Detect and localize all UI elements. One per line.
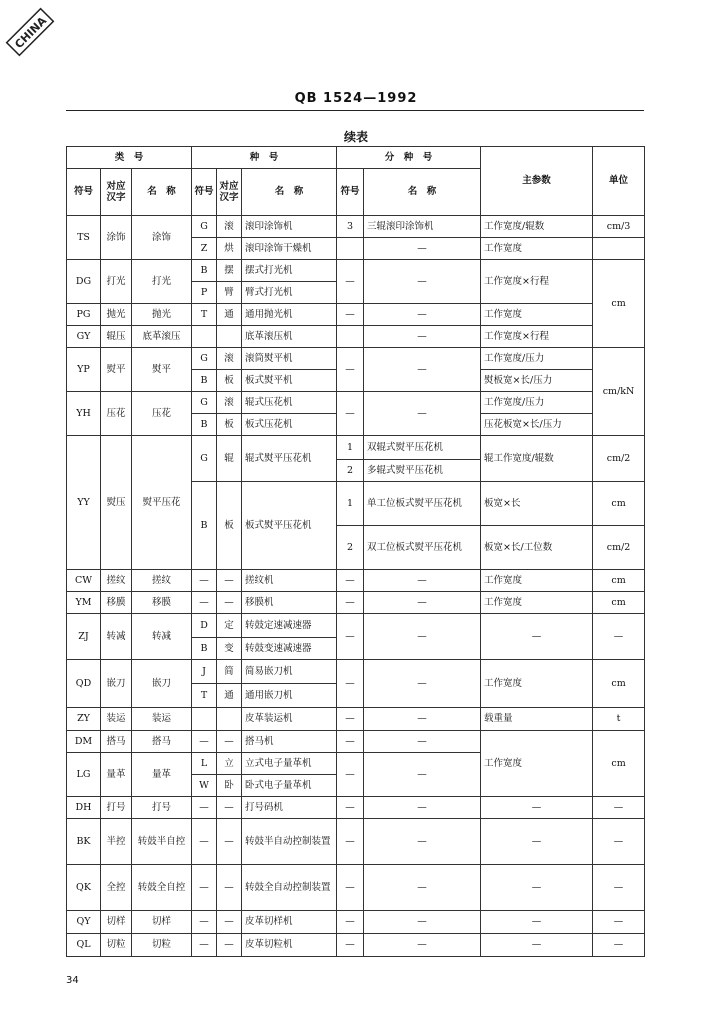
cell: — — [192, 797, 217, 819]
cell: G — [192, 392, 217, 414]
table-row — [67, 911, 645, 934]
header-row-1 — [67, 147, 645, 169]
cell: — — [364, 392, 481, 436]
cell: DH — [67, 797, 101, 819]
cell: 工作宽度 — [481, 731, 593, 797]
cell: — — [337, 865, 364, 911]
cell: cm/2 — [593, 526, 645, 570]
cell: 臂 — [217, 282, 242, 304]
cell: 皮革装运机 — [242, 708, 337, 731]
cell: cm/2 — [593, 436, 645, 482]
cell: — — [337, 708, 364, 731]
cell: 全控 — [101, 865, 132, 911]
cell: 板式熨平压花机 — [242, 482, 337, 570]
cell: 通用嵌刀机 — [242, 684, 337, 708]
table-row — [67, 392, 645, 414]
cell: 打光 — [132, 260, 192, 304]
cell: 涂饰 — [101, 216, 132, 260]
cell: PG — [67, 304, 101, 326]
cell: — — [337, 304, 364, 326]
cell: B — [192, 414, 217, 436]
cell: 板 — [217, 482, 242, 570]
cell: QY — [67, 911, 101, 934]
cell: 切样 — [132, 911, 192, 934]
cell: 工作宽度×行程 — [481, 326, 593, 348]
cell: cm/kN — [593, 348, 645, 436]
cell: — — [337, 819, 364, 865]
cell: 转鼓半自控 — [132, 819, 192, 865]
cell: — — [192, 592, 217, 614]
cell: 熨压 — [101, 436, 132, 570]
table-row — [67, 326, 645, 348]
cell: 双工位板式熨平压花机 — [364, 526, 481, 570]
cell: — — [192, 911, 217, 934]
cell: 工作宽度×行程 — [481, 260, 593, 304]
cell: cm — [593, 592, 645, 614]
table-row — [67, 614, 645, 638]
header-name: 名 称 — [242, 169, 337, 216]
cell: 通 — [217, 684, 242, 708]
cell: 压花板宽×长/压力 — [481, 414, 593, 436]
cell: 简 — [217, 660, 242, 684]
cell: — — [217, 592, 242, 614]
cell: 半控 — [101, 819, 132, 865]
cell: CW — [67, 570, 101, 592]
cell — [337, 326, 364, 348]
cell: 辊工作宽度/辊数 — [481, 436, 593, 482]
cell: — — [364, 260, 481, 304]
cell: YH — [67, 392, 101, 436]
table-row — [67, 304, 645, 326]
cell: — — [337, 797, 364, 819]
cell: 搭马机 — [242, 731, 337, 753]
cell: — — [337, 348, 364, 392]
cell: 臂式打光机 — [242, 282, 337, 304]
cell: 打号 — [101, 797, 132, 819]
cell: 转减 — [132, 614, 192, 660]
cell: cm — [593, 731, 645, 797]
cell: — — [217, 934, 242, 957]
cell: 卧式电子量革机 — [242, 775, 337, 797]
cell — [192, 326, 217, 348]
cell: 摆式打光机 — [242, 260, 337, 282]
cell: 滚 — [217, 392, 242, 414]
equipment-table — [66, 146, 645, 957]
cell: 辊式熨平压花机 — [242, 436, 337, 482]
china-stamp — [2, 4, 58, 60]
cell: 辊 — [217, 436, 242, 482]
cell: — — [364, 731, 481, 753]
table-row — [67, 731, 645, 753]
cell: — — [192, 570, 217, 592]
cell: — — [364, 570, 481, 592]
header-symbol: 符号 — [67, 169, 101, 216]
header-symbol: 符号 — [337, 169, 364, 216]
cell: — — [364, 819, 481, 865]
cell: 辊式压花机 — [242, 392, 337, 414]
cell: 立 — [217, 753, 242, 775]
stamp-text: CHINA — [12, 14, 50, 52]
cell: 底革滚压机 — [242, 326, 337, 348]
cell: DM — [67, 731, 101, 753]
cell: — — [217, 911, 242, 934]
table-row — [67, 865, 645, 911]
cell: — — [217, 731, 242, 753]
cell: QL — [67, 934, 101, 957]
cell: DG — [67, 260, 101, 304]
cell: — — [337, 260, 364, 304]
cell: — — [217, 819, 242, 865]
header-unit: 单位 — [593, 147, 645, 216]
cell: — — [217, 797, 242, 819]
cell: cm — [593, 570, 645, 592]
cell: GY — [67, 326, 101, 348]
cell: LG — [67, 753, 101, 797]
cell: 皮革切样机 — [242, 911, 337, 934]
cell: 载重量 — [481, 708, 593, 731]
cell: YY — [67, 436, 101, 570]
cell: 滚筒熨平机 — [242, 348, 337, 370]
cell: — — [337, 614, 364, 660]
cell: cm — [593, 482, 645, 526]
cell: G — [192, 348, 217, 370]
cell: 板式熨平机 — [242, 370, 337, 392]
cell: — — [364, 660, 481, 708]
cell: — — [337, 570, 364, 592]
cell: — — [364, 304, 481, 326]
cell: 1 — [337, 436, 364, 460]
cell: 3 — [337, 216, 364, 238]
cell: 切粒 — [101, 934, 132, 957]
cell: 打号 — [132, 797, 192, 819]
cell: 工作宽度 — [481, 592, 593, 614]
cell — [192, 708, 217, 731]
cell — [217, 326, 242, 348]
cell: L — [192, 753, 217, 775]
cell: 切样 — [101, 911, 132, 934]
cell: 滚印涂饰机 — [242, 216, 337, 238]
cell: 多辊式熨平压花机 — [364, 460, 481, 482]
cell: 摆 — [217, 260, 242, 282]
cell: — — [593, 934, 645, 957]
cell: 转减 — [101, 614, 132, 660]
cell: — — [337, 934, 364, 957]
cell: 2 — [337, 526, 364, 570]
cell: 装运 — [132, 708, 192, 731]
header-corr: 对应汉字 — [217, 169, 242, 216]
cell — [337, 238, 364, 260]
cell: 熨平 — [101, 348, 132, 392]
cell: 皮革切粒机 — [242, 934, 337, 957]
cell: — — [364, 708, 481, 731]
cell: Z — [192, 238, 217, 260]
table-row — [67, 592, 645, 614]
table-row — [67, 436, 645, 460]
cell: ZJ — [67, 614, 101, 660]
cell: 通 — [217, 304, 242, 326]
cell: B — [192, 638, 217, 660]
cell: — — [481, 911, 593, 934]
header-corr: 对应汉字 — [101, 169, 132, 216]
cell: — — [192, 934, 217, 957]
cell: — — [337, 392, 364, 436]
cell: cm/3 — [593, 216, 645, 238]
cell: 熨板宽×长/压力 — [481, 370, 593, 392]
cell: — — [192, 865, 217, 911]
cell: 单工位板式熨平压花机 — [364, 482, 481, 526]
cell: 板式压花机 — [242, 414, 337, 436]
table-row — [67, 934, 645, 957]
cell: — — [217, 865, 242, 911]
cell: 烘 — [217, 238, 242, 260]
cell: T — [192, 304, 217, 326]
cell: 辊压 — [101, 326, 132, 348]
header-name: 名 称 — [364, 169, 481, 216]
cell: 抛光 — [101, 304, 132, 326]
cell: 搓纹机 — [242, 570, 337, 592]
cell: 搭马 — [132, 731, 192, 753]
page-number: 34 — [66, 975, 79, 986]
table-row — [67, 797, 645, 819]
cell: — — [337, 592, 364, 614]
cell: 切粒 — [132, 934, 192, 957]
cell: 转鼓全自控 — [132, 865, 192, 911]
cell: BK — [67, 819, 101, 865]
cell: — — [364, 934, 481, 957]
cell: — — [364, 911, 481, 934]
cell: — — [364, 865, 481, 911]
cell: 底革滚压 — [132, 326, 192, 348]
cell — [593, 238, 645, 260]
cell: 通用抛光机 — [242, 304, 337, 326]
cell: 2 — [337, 460, 364, 482]
cell: 装运 — [101, 708, 132, 731]
cell: 板 — [217, 370, 242, 392]
table-row — [67, 708, 645, 731]
cell: P — [192, 282, 217, 304]
cell: — — [593, 797, 645, 819]
cell: B — [192, 370, 217, 392]
table-row — [67, 660, 645, 684]
header-name: 名 称 — [132, 169, 192, 216]
cell: 涂饰 — [132, 216, 192, 260]
cell: 工作宽度/压力 — [481, 392, 593, 414]
cell: 转鼓定速减速器 — [242, 614, 337, 638]
cell: 搓纹 — [132, 570, 192, 592]
cell: — — [364, 348, 481, 392]
cell: 1 — [337, 482, 364, 526]
cell: 工作宽度 — [481, 304, 593, 326]
cell: 转鼓变速减速器 — [242, 638, 337, 660]
cell: — — [364, 238, 481, 260]
table-row — [67, 260, 645, 282]
cell: 压花 — [132, 392, 192, 436]
cell: — — [337, 753, 364, 797]
cell: 滚 — [217, 348, 242, 370]
header-lei: 类 号 — [67, 147, 192, 169]
cell: — — [481, 865, 593, 911]
cell: 工作宽度/压力 — [481, 348, 593, 370]
cell: — — [192, 819, 217, 865]
cell: B — [192, 482, 217, 570]
cell: — — [481, 797, 593, 819]
cell: TS — [67, 216, 101, 260]
cell: ZY — [67, 708, 101, 731]
cell: 工作宽度 — [481, 238, 593, 260]
cell: 移膜 — [101, 592, 132, 614]
cell: — — [364, 592, 481, 614]
cell: 滚印涂饰干燥机 — [242, 238, 337, 260]
header-zhong: 种 号 — [192, 147, 337, 169]
cell: 熨平 — [132, 348, 192, 392]
cell: YP — [67, 348, 101, 392]
cell: 打号码机 — [242, 797, 337, 819]
cell — [217, 708, 242, 731]
cell: — — [593, 819, 645, 865]
table-row — [67, 216, 645, 238]
cell: 简易嵌刀机 — [242, 660, 337, 684]
cell: — — [481, 934, 593, 957]
cell: 压花 — [101, 392, 132, 436]
cell: — — [481, 614, 593, 660]
cell: 量革 — [101, 753, 132, 797]
cell: 卧 — [217, 775, 242, 797]
header-main-param: 主参数 — [481, 147, 593, 216]
cell: B — [192, 260, 217, 282]
cell: G — [192, 216, 217, 238]
cell: J — [192, 660, 217, 684]
cell: 打光 — [101, 260, 132, 304]
cell: — — [593, 911, 645, 934]
cell: 定 — [217, 614, 242, 638]
cell: 量革 — [132, 753, 192, 797]
cell: QD — [67, 660, 101, 708]
cell: 双辊式熨平压花机 — [364, 436, 481, 460]
header-rule — [66, 110, 644, 111]
cell: — — [593, 865, 645, 911]
cell: YM — [67, 592, 101, 614]
table-row — [67, 570, 645, 592]
cell: 板 — [217, 414, 242, 436]
cell: 搭马 — [101, 731, 132, 753]
cell: 移膜 — [132, 592, 192, 614]
table-row — [67, 348, 645, 370]
cell: — — [337, 660, 364, 708]
cell: 板宽×长 — [481, 482, 593, 526]
cell: D — [192, 614, 217, 638]
cell: W — [192, 775, 217, 797]
cell: — — [192, 731, 217, 753]
cell: 熨平压花 — [132, 436, 192, 570]
cell: — — [337, 731, 364, 753]
cell: 移膜机 — [242, 592, 337, 614]
cell: 三辊滚印涂饰机 — [364, 216, 481, 238]
cell: — — [481, 819, 593, 865]
cell: 搓纹 — [101, 570, 132, 592]
document-code: QB 1524—1992 — [294, 91, 418, 106]
cell: G — [192, 436, 217, 482]
cell: QK — [67, 865, 101, 911]
cell: 抛光 — [132, 304, 192, 326]
cell: 转鼓半自动控制装置 — [242, 819, 337, 865]
cell: — — [364, 753, 481, 797]
cell: 板宽×长/工位数 — [481, 526, 593, 570]
cell: 变 — [217, 638, 242, 660]
cell: — — [364, 614, 481, 660]
cell: 嵌刀 — [132, 660, 192, 708]
cell: t — [593, 708, 645, 731]
table-row — [67, 819, 645, 865]
cell: cm — [593, 660, 645, 708]
cell: — — [364, 326, 481, 348]
cell: T — [192, 684, 217, 708]
cell: — — [217, 570, 242, 592]
header-fen: 分 种 号 — [337, 147, 481, 169]
cell: 工作宽度 — [481, 570, 593, 592]
cell: 工作宽度 — [481, 660, 593, 708]
header-symbol: 符号 — [192, 169, 217, 216]
continuation-label: 续表 — [343, 130, 368, 144]
cell: — — [364, 797, 481, 819]
cell: 转鼓全自动控制装置 — [242, 865, 337, 911]
cell: cm — [593, 260, 645, 348]
cell: 立式电子量革机 — [242, 753, 337, 775]
cell: — — [337, 911, 364, 934]
cell: 滚 — [217, 216, 242, 238]
cell: 嵌刀 — [101, 660, 132, 708]
cell: — — [593, 614, 645, 660]
cell: 工作宽度/辊数 — [481, 216, 593, 238]
